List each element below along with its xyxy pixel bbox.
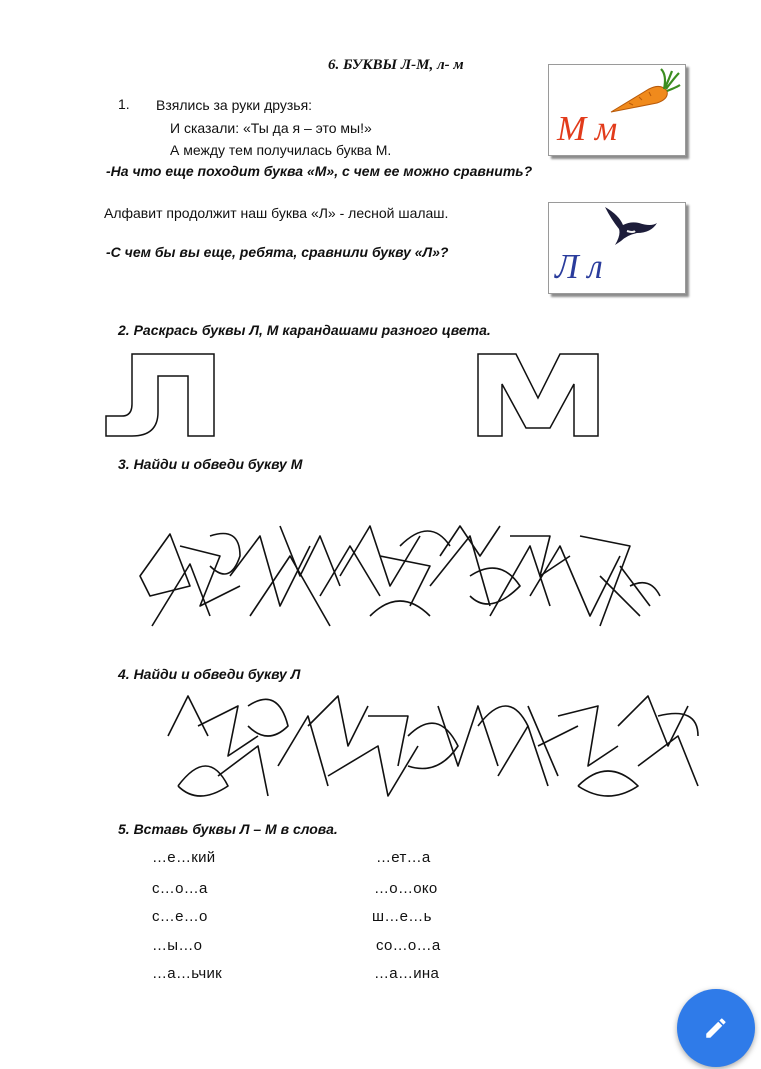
word-left-2: с…о…а [152, 880, 208, 897]
letter-jumble-m [130, 516, 670, 638]
edit-button[interactable] [677, 989, 755, 1067]
page-title: 6. БУКВЫ Л-М, л- м [328, 57, 464, 73]
swallow-icon [601, 205, 659, 247]
letter-card-l [548, 202, 686, 294]
word-left-3: с…е…о [152, 908, 208, 925]
word-left-1: …е…кий [152, 849, 216, 866]
task-3: 3. Найди и обведи букву М [118, 456, 303, 472]
task-5: 5. Вставь буквы Л – М в слова. [118, 821, 338, 837]
item-number: 1. [118, 96, 130, 112]
word-right-5: …а…ина [374, 965, 440, 982]
question-l: -С чем бы вы еще, ребята, сравнили букву «Л»? [106, 244, 449, 260]
task-4: 4. Найди и обведи букву Л [118, 666, 301, 682]
word-right-3: ш…е…ь [372, 908, 432, 925]
outline-letter-m [476, 352, 600, 438]
letter-card-m [548, 64, 686, 156]
card-m-letters: М м [557, 109, 618, 148]
carrot-icon [609, 67, 681, 115]
poem-line: И сказали: «Ты да я – это мы!» [170, 120, 372, 136]
question-m: -На что еще походит буква «М», с чем ее можно сравнить? [106, 163, 533, 179]
outline-letter-l [104, 352, 216, 438]
poem-line: Взялись за руки друзья: [156, 97, 313, 113]
task-2: 2. Раскрась буквы Л, М карандашами разного цвета. [118, 322, 491, 338]
poem-line: А между тем получилась буква М. [170, 142, 392, 158]
letter-jumble-l [158, 686, 710, 804]
card-l-letters: Л л [555, 247, 603, 286]
word-right-1: …ет…а [376, 849, 431, 866]
word-right-2: …о…око [374, 880, 438, 897]
word-left-5: …а…ьчик [152, 965, 223, 982]
alphabet-line: Алфавит продолжит наш буква «Л» - лесной шалаш. [104, 205, 449, 221]
word-right-4: со…о…а [376, 937, 441, 954]
word-left-4: …ы…о [152, 937, 203, 954]
pencil-icon [703, 1015, 729, 1041]
